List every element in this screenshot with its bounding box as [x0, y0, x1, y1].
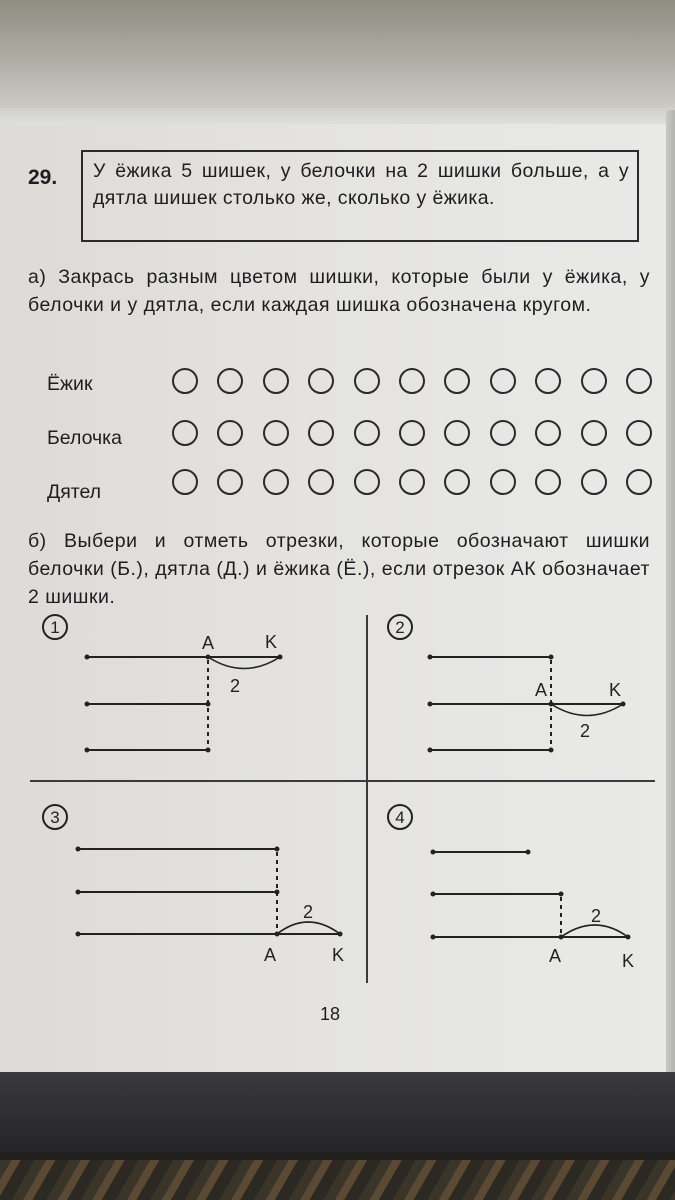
pinecone-circle[interactable] — [263, 368, 289, 394]
segment-endpoint — [428, 702, 433, 707]
task-statement-box: У ёжика 5 шишек, у белочки на 2 шишки больше, а у дятла шишек столько же, сколько у ёжика. — [81, 150, 639, 242]
part-b-instruction: б) Выбери и отметь отрезки, которые обозначают шишки белочки (Б.), дятла (Д.) и ёжика (Ё.), если отрезок АК обозначает 2 шишки. — [28, 530, 650, 608]
arc-ak — [551, 704, 623, 716]
point-label-k: K — [264, 632, 278, 652]
pinecone-circle[interactable] — [581, 469, 607, 495]
segment-endpoint — [76, 847, 81, 852]
segment-endpoint — [431, 892, 436, 897]
page-number: 18 — [320, 1004, 341, 1024]
pinecone-circle[interactable] — [444, 420, 470, 446]
arc-ak — [208, 657, 280, 669]
circles-row-woodpecker — [172, 469, 652, 499]
row-label-squirrel: Белочка — [47, 427, 122, 449]
pinecone-circle[interactable] — [263, 469, 289, 495]
point-label-k: K — [608, 680, 622, 700]
row-label-hedgehog: Ёжик — [47, 373, 93, 395]
segment-endpoint — [206, 748, 211, 753]
pinecone-circle[interactable] — [172, 420, 198, 446]
pinecone-circle[interactable] — [399, 469, 425, 495]
segment-endpoint — [76, 932, 81, 937]
point-label-a: A — [548, 946, 562, 966]
circles-row-hedgehog — [172, 368, 652, 398]
background-bottom — [0, 1072, 675, 1200]
pinecone-circle[interactable] — [172, 469, 198, 495]
options-divider-vertical — [366, 615, 368, 983]
option-3-figure — [40, 802, 360, 972]
segment-endpoint — [431, 850, 436, 855]
pinecone-circle[interactable] — [354, 469, 380, 495]
pinecone-circle[interactable] — [490, 469, 516, 495]
segment-endpoint — [85, 702, 90, 707]
pinecone-circle[interactable] — [444, 368, 470, 394]
options-divider-horizontal — [30, 780, 655, 782]
pinecone-circle[interactable] — [399, 420, 425, 446]
arc-label: 2 — [590, 906, 602, 926]
option-4-figure — [385, 802, 665, 977]
arc-label: 2 — [302, 902, 314, 922]
arc-label: 2 — [229, 676, 241, 696]
point-label-a: A — [263, 945, 277, 965]
task-number: 29. — [28, 166, 58, 189]
page-edge — [666, 110, 675, 1075]
pinecone-circle[interactable] — [535, 420, 561, 446]
segment-endpoint — [559, 892, 564, 897]
segment-endpoint — [428, 748, 433, 753]
pinecone-circle[interactable] — [308, 469, 334, 495]
option-number: 3 — [50, 808, 60, 827]
option-2-figure — [385, 612, 665, 762]
point-label-k: K — [621, 951, 635, 971]
arc-label: 2 — [579, 721, 591, 741]
segment-endpoint — [549, 655, 554, 660]
pinecone-circle[interactable] — [444, 469, 470, 495]
segment-endpoint — [549, 748, 554, 753]
pinecone-circle[interactable] — [263, 420, 289, 446]
segment-endpoint — [428, 655, 433, 660]
pinecone-circle[interactable] — [490, 368, 516, 394]
segment-endpoint — [85, 655, 90, 660]
fabric-background — [0, 1160, 675, 1200]
pinecone-circle[interactable] — [308, 368, 334, 394]
arc-ak — [561, 925, 628, 937]
option-number: 2 — [395, 618, 405, 637]
option-number: 1 — [50, 618, 60, 637]
pinecone-circle[interactable] — [217, 469, 243, 495]
option-number: 4 — [395, 808, 405, 827]
pinecone-circle[interactable] — [626, 368, 652, 394]
pinecone-circle[interactable] — [626, 420, 652, 446]
pinecone-circle[interactable] — [535, 469, 561, 495]
pinecone-circle[interactable] — [217, 368, 243, 394]
table-tray — [0, 1072, 675, 1152]
pinecone-circle[interactable] — [535, 368, 561, 394]
pinecone-circle[interactable] — [354, 420, 380, 446]
pinecone-circle[interactable] — [399, 368, 425, 394]
point-label-k: K — [331, 945, 345, 965]
background-top — [0, 0, 675, 125]
point-label-a: A — [201, 633, 215, 653]
pinecone-circle[interactable] — [490, 420, 516, 446]
circles-row-squirrel — [172, 420, 652, 450]
segment-endpoint — [85, 748, 90, 753]
part-a-instruction: а) Закрась разным цветом шишки, которые были у ёжика, у белочки и у дятла, если каждая шишка обозначена кругом. — [28, 266, 650, 316]
pinecone-circle[interactable] — [308, 420, 334, 446]
segment-endpoint — [275, 847, 280, 852]
point-label-a: A — [534, 680, 548, 700]
arc-ak — [277, 922, 340, 934]
pinecone-circle[interactable] — [581, 420, 607, 446]
pinecone-circle[interactable] — [354, 368, 380, 394]
segment-endpoint — [526, 850, 531, 855]
pinecone-circle[interactable] — [172, 368, 198, 394]
row-label-woodpecker: Дятел — [47, 481, 102, 503]
segment-endpoint — [76, 890, 81, 895]
pinecone-circle[interactable] — [626, 469, 652, 495]
segment-endpoint — [431, 935, 436, 940]
pinecone-circle[interactable] — [581, 368, 607, 394]
pinecone-circle[interactable] — [217, 420, 243, 446]
option-1-figure — [40, 612, 340, 762]
